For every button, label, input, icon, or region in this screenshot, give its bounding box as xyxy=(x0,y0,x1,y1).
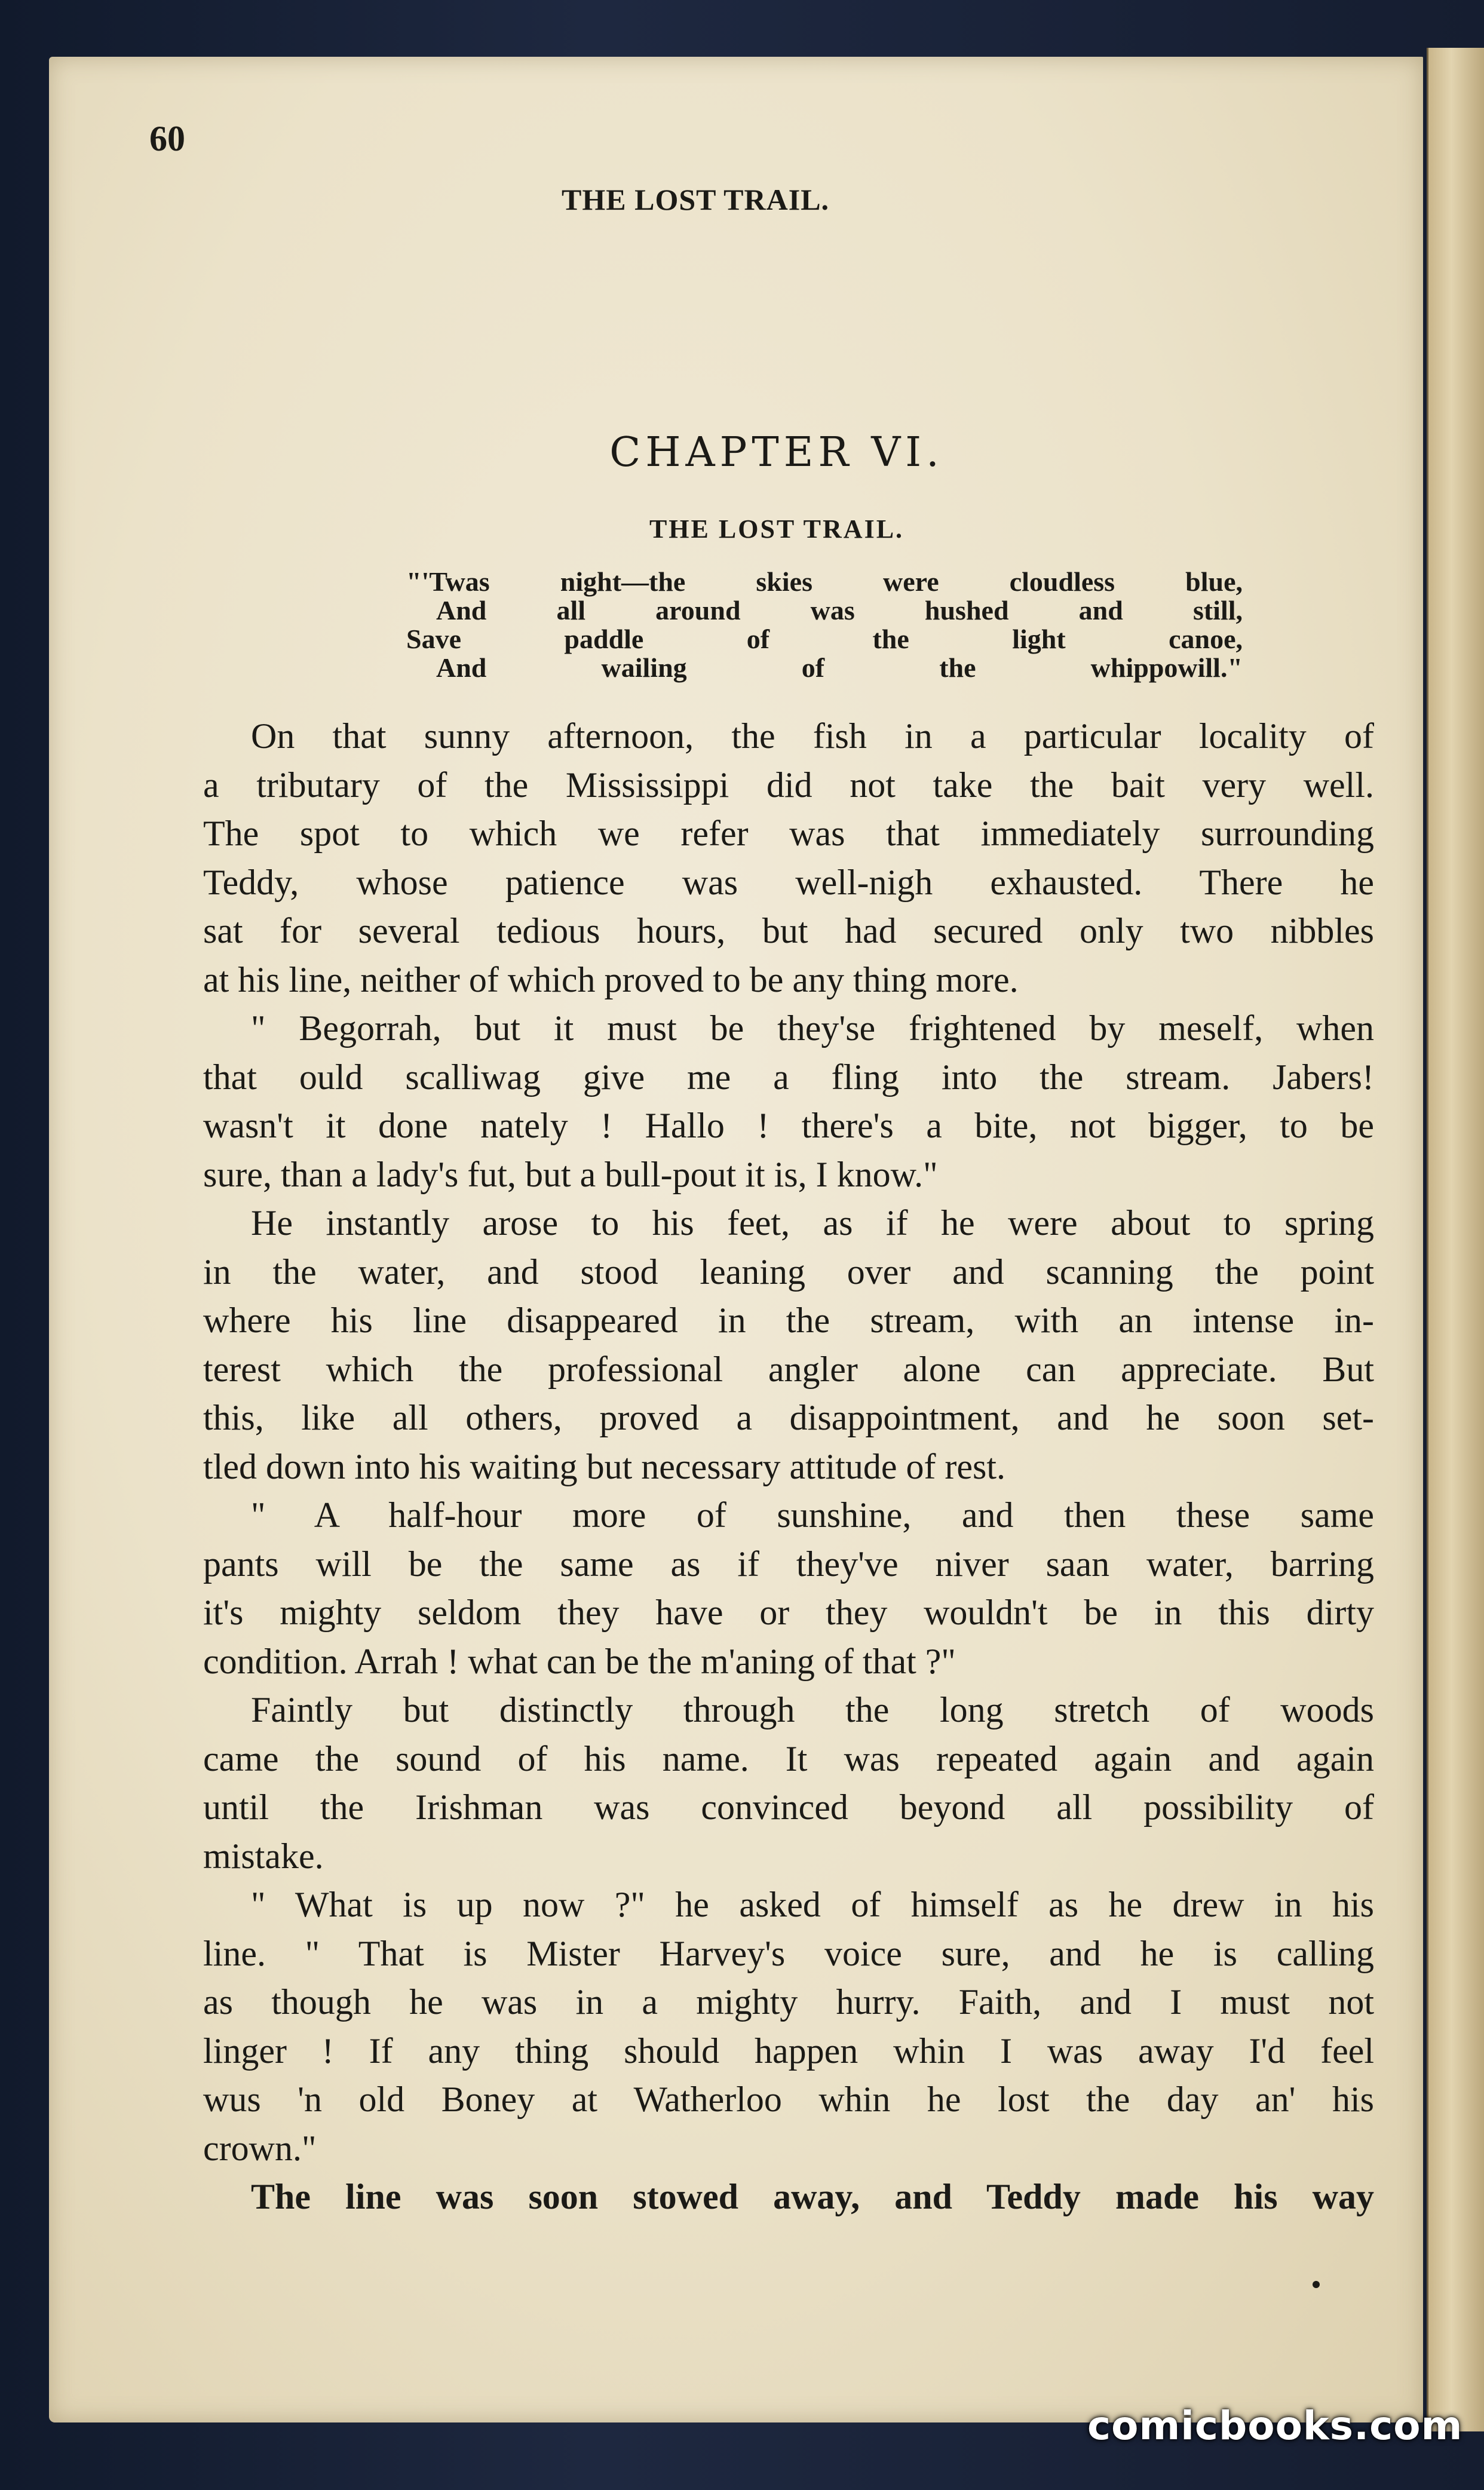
body-line: crown." xyxy=(203,2128,317,2168)
body-line: until the Irishman was convinced beyond all possibility of xyxy=(203,1787,1374,1827)
body-line: wasn't it done nately ! Hallo ! there's a bite, not bigger, to be xyxy=(203,1106,1374,1145)
epigraph-line: And wailing of the whippowill." xyxy=(436,652,1243,683)
body-line: where his line disappeared in the stream, with an intense in- xyxy=(203,1301,1374,1340)
body-line: at his line, neither of which proved to be any thing more. xyxy=(203,959,1019,999)
body-line: Faintly but distinctly through the long stretch of woods xyxy=(251,1690,1374,1729)
body-line: in the water, and stood leaning over and scanning the point xyxy=(203,1252,1374,1292)
watermark: comicbooks.com xyxy=(1087,2403,1463,2449)
body-line: On that sunny afternoon, the fish in a particular locality of xyxy=(251,716,1374,756)
body-line: Teddy, whose patience was well-nigh exhausted. There he xyxy=(203,862,1374,902)
body-line: condition. Arrah ! what can be the m'aning of that ?" xyxy=(203,1641,956,1681)
ink-speck xyxy=(1313,2281,1320,2288)
body-line: The line was soon stowed away, and Teddy made his way xyxy=(251,2177,1374,2216)
body-line: sat for several tedious hours, but had secured only two nibbles xyxy=(203,911,1374,950)
body-text xyxy=(203,712,1374,2222)
body-line: " A half-hour more of sunshine, and then these same xyxy=(251,1495,1374,1535)
body-line: it's mighty seldom they have or they wouldn't be in this dirty xyxy=(203,1593,1374,1632)
body-line: this, like all others, proved a disappointment, and he soon set- xyxy=(203,1398,1374,1437)
body-line: pants will be the same as if they've niver saan water, barring xyxy=(203,1544,1374,1584)
epigraph-line: And all around was hushed and still, xyxy=(436,595,1243,625)
body-line: linger ! If any thing should happen whin I was away I'd feel xyxy=(203,2031,1374,2071)
chapter-subtitle: THE LOST TRAIL. xyxy=(649,514,904,544)
body-line: " What is up now ?" he asked of himself as he drew in his xyxy=(251,1885,1374,1924)
body-line: as though he was in a mighty hurry. Faith, and I must not xyxy=(203,1982,1374,2022)
running-head: THE LOST TRAIL. xyxy=(562,183,830,216)
body-line: that ould scalliwag give me a fling into the stream. Jabers! xyxy=(203,1057,1374,1097)
body-line: came the sound of his name. It was repeated again and again xyxy=(203,1738,1374,1778)
body-line: a tributary of the Mississippi did not take the bait very well. xyxy=(203,765,1374,805)
epigraph-line: "'Twas night—the skies were cloudless blue, xyxy=(406,566,1243,597)
epigraph xyxy=(406,568,1243,682)
body-line: mistake. xyxy=(203,1836,324,1876)
body-line: The spot to which we refer was that immediately surrounding xyxy=(203,814,1374,853)
page-number: 60 xyxy=(149,119,185,158)
body-line: tled down into his waiting but necessary attitude of rest. xyxy=(203,1446,1006,1486)
body-line: line. " That is Mister Harvey's voice sure, and he is calling xyxy=(203,1933,1374,1973)
body-line: terest which the professional angler alone can appreciate. But xyxy=(203,1349,1374,1389)
epigraph-line: Save paddle of the light canoe, xyxy=(406,624,1243,654)
body-line: sure, than a lady's fut, but a bull-pout it is, I know." xyxy=(203,1154,938,1194)
body-line: He instantly arose to his feet, as if he were about to spring xyxy=(251,1203,1374,1243)
body-line: " Begorrah, but it must be they'se frightened by meself, when xyxy=(251,1008,1374,1048)
chapter-title: CHAPTER VI. xyxy=(609,429,944,476)
body-line: wus 'n old Boney at Watherloo whin he lost the day an' his xyxy=(203,2080,1374,2119)
book-page-edge xyxy=(1427,48,1484,2431)
